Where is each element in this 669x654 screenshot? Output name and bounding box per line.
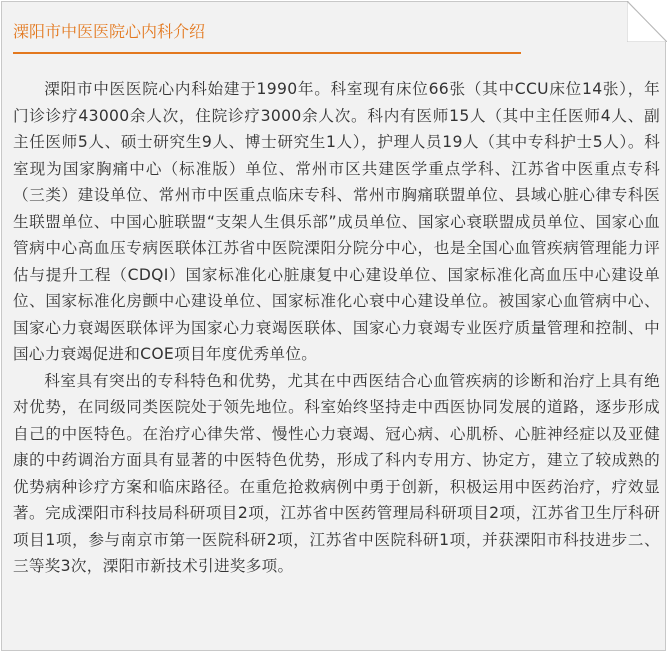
page-title: 溧阳市中医医院心内科介绍 [13,22,206,41]
paragraph-intro: 溧阳市中医医院心内科始建于1990年。科室现有床位66张（其中CCU床位14张），年门诊诊疗43000余人次，住院诊疗3000余人次。科内有医师15人（其中主任医师4人、副主任医师5人、硕士研究生9人、博士研究生1人），护理人员19人（其中专科护士5人）。科室现为国家胸痛中心（标准版）单位、常州市区共建医学重点学科、江苏省中医重点专科（三类）建设单位、常州市中医重点临床专科、常州市胸痛联盟单位、县域心脏心律专科医生联盟单位、中国心脏联盟“支架人生俱乐部”成员单位、国家心衰联盟成员单位、国家心血管病中心高血压专病医联体江苏省中医院溧阳分院分中心，也是全国心血管疾病管理能力评估与提升工程（CDQI）国家标准化心脏康复中心建设单位、国家标准化高血压中心建设单位、国家标准化房颤中心建设单位、国家标准化心衰中心建设单位。被国家心血管病中心、国家心力衰竭医联体评为国家心力衰竭医联体、国家心力衰竭专业医疗质量管理和控制、中国心力衰竭促进和COE项目年度优秀单位。 [13,80,660,363]
title-underline [13,52,521,54]
paragraph-features: 科室具有突出的专科特色和优势，尤其在中西医结合心血管疾病的诊断和治疗上具有绝对优势，在同级同类医院处于领先地位。科室始终坚持走中西医协同发展的道路，逐步形成自己的中医特色。在治疗心律失常、慢性心力衰竭、冠心病、心肌桥、心脏神经症以及亚健康的中药调治方面具有显著的中医特色优势，形成了科内专用方、协定方，建立了较成熟的优势病种诊疗方案和临床路径。在重危抢救病例中勇于创新，积极运用中医药治疗，疗效显著。完成溧阳市科技局科研项目2项，江苏省中医药管理局科研项目2项，江苏省卫生厅科研项目1项，参与南京市第一医院科研2项，江苏省中医院科研1项，并获溧阳市科技进步二、三等奖3次，溧阳市新技术引进奖多项。 [13,371,660,575]
article-body [13,76,660,580]
page-fold-corner [627,1,667,42]
